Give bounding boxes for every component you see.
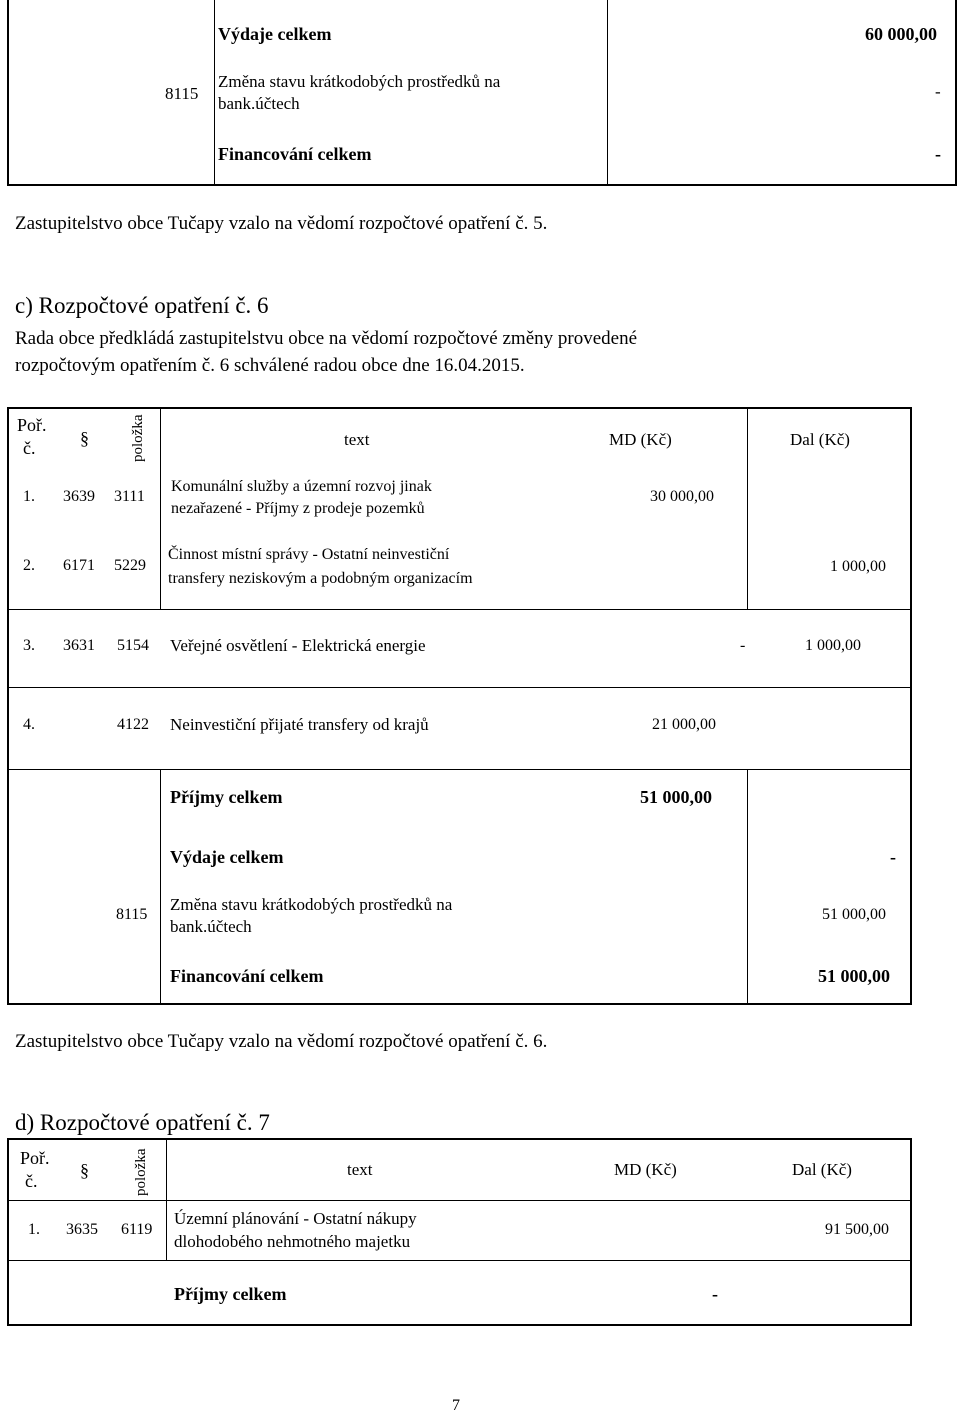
rop6-financovani-label: Financování celkem: [170, 966, 324, 986]
rop7-prijmy-label: Příjmy celkem: [174, 1284, 287, 1304]
rop6-vydaje-value: -: [890, 847, 896, 867]
rop6-financovani-value: 51 000,00: [818, 966, 890, 986]
rop6-row4-n: 4.: [23, 716, 35, 733]
rop7-header-md: MD (Kč): [614, 1160, 677, 1179]
rop7-row1-dal: 91 500,00: [825, 1221, 889, 1238]
rop7-row1-pol: 6119: [121, 1221, 153, 1238]
rop6-row3-n: 3.: [23, 637, 35, 654]
rop6-row-divider: [9, 769, 912, 770]
rop6-row4-md: 21 000,00: [652, 716, 716, 733]
rop6-fin-text-l1: Změna stavu krátkodobých prostředků na: [170, 895, 453, 914]
rop6-vydaje-label: Výdaje celkem: [170, 847, 284, 867]
rop6-col-divider: [160, 769, 161, 1005]
top-vydaje-label: Výdaje celkem: [218, 24, 332, 44]
rop7-header-por-l2: č.: [25, 1171, 38, 1191]
section-c-para-l1: Rada obce předkládá zastupitelstvu obce na vědomí rozpočtové změny provedené: [15, 328, 638, 349]
note-6: Zastupitelstvo obce Tučapy vzalo na vědomí rozpočtové opatření č. 6.: [15, 1031, 548, 1052]
rop6-header-paragraph: §: [80, 428, 89, 448]
rop6-row1-md: 30 000,00: [650, 488, 714, 505]
rop6-fin-text-l2: bank.účtech: [170, 917, 252, 936]
rop7-header-text: text: [347, 1160, 373, 1179]
top-table: [7, 0, 957, 186]
section-d-heading: d) Rozpočtové opatření č. 7: [15, 1110, 270, 1135]
top-row-text-l2: bank.účtech: [218, 94, 300, 113]
rop7-row1-text-l1: Územní plánování - Ostatní nákupy: [174, 1209, 417, 1228]
top-row-value: -: [935, 82, 941, 101]
top-financovani-value: -: [935, 144, 941, 164]
rop6-row2-text-l2: transfery neziskovým a podobným organizacím: [168, 570, 473, 587]
rop6-row1-pol: 3111: [114, 488, 145, 505]
rop6-row2-n: 2.: [23, 557, 35, 574]
rop7-prijmy-value: -: [712, 1284, 718, 1304]
rop6-row-divider: [9, 609, 912, 610]
rop6-row1-n: 1.: [23, 488, 35, 505]
rop6-prijmy-value: 51 000,00: [640, 787, 712, 807]
rop7-header-polozka: položka: [133, 1148, 149, 1196]
top-row-text-l1: Změna stavu krátkodobých prostředků na: [218, 72, 501, 91]
rop6-row-divider: [9, 687, 912, 688]
rop6-row3-par: 3631: [63, 637, 95, 654]
rop6-row1-par: 3639: [63, 488, 95, 505]
rop7-row1-par: 3635: [66, 1221, 98, 1238]
rop6-row3-pol: 5154: [117, 637, 149, 654]
rop6-col-divider: [747, 409, 748, 609]
top-financovani-label: Financování celkem: [218, 144, 372, 164]
note-5: Zastupitelstvo obce Tučapy vzalo na vědomí rozpočtové opatření č. 5.: [15, 213, 548, 234]
top-table-col-divider: [607, 0, 608, 186]
rop6-row3-md: -: [740, 637, 746, 654]
top-table-col-divider: [214, 0, 215, 186]
rop6-row4-pol: 4122: [117, 716, 149, 733]
rop6-col-divider: [747, 769, 748, 1005]
rop6-header-por-l1: Poř.: [17, 415, 47, 435]
rop6-fin-value: 51 000,00: [822, 906, 886, 923]
rop6-row2-pol: 5229: [114, 557, 146, 574]
rop6-header-text: text: [344, 430, 370, 449]
rop6-fin-pol: 8115: [116, 906, 148, 923]
page-number: 7: [452, 1397, 460, 1414]
rop7-row-divider: [9, 1200, 912, 1201]
rop6-row1-text-l2: nezařazené - Příjmy z prodeje pozemků: [171, 500, 425, 517]
top-vydaje-value: 60 000,00: [865, 24, 937, 44]
section-c-para-l2: rozpočtovým opatřením č. 6 schválené radou obce dne 16.04.2015.: [15, 355, 525, 376]
rop7-header-dal: Dal (Kč): [792, 1160, 852, 1179]
rop7-row-divider: [9, 1260, 912, 1261]
rop6-row1-text-l1: Komunální služby a územní rozvoj jinak: [171, 478, 432, 495]
section-c-heading: c) Rozpočtové opatření č. 6: [15, 293, 269, 318]
rop6-col-divider: [160, 409, 161, 609]
rop6-header-polozka: položka: [130, 414, 146, 462]
rop6-prijmy-label: Příjmy celkem: [170, 787, 283, 807]
rop6-row2-dal: 1 000,00: [830, 558, 886, 575]
rop6-header-por-l2: č.: [23, 438, 36, 458]
rop6-row2-par: 6171: [63, 557, 95, 574]
rop7-row1-n: 1.: [28, 1221, 40, 1238]
rop6-header-md: MD (Kč): [609, 430, 672, 449]
rop6-row4-text: Neinvestiční přijaté transfery od krajů: [170, 715, 429, 734]
rop7-header-paragraph: §: [80, 1160, 89, 1180]
top-row-pol: 8115: [165, 84, 199, 103]
rop6-header-dal: Dal (Kč): [790, 430, 850, 449]
rop6-row3-dal: 1 000,00: [805, 637, 861, 654]
rop7-header-por-l1: Poř.: [20, 1148, 50, 1168]
rop7-row1-text-l2: dlohodobého nehmotného majetku: [174, 1232, 411, 1251]
rop6-row2-text-l1: Činnost místní správy - Ostatní neinvestiční: [168, 546, 450, 563]
rop6-row3-text: Veřejné osvětlení - Elektrická energie: [170, 636, 426, 655]
